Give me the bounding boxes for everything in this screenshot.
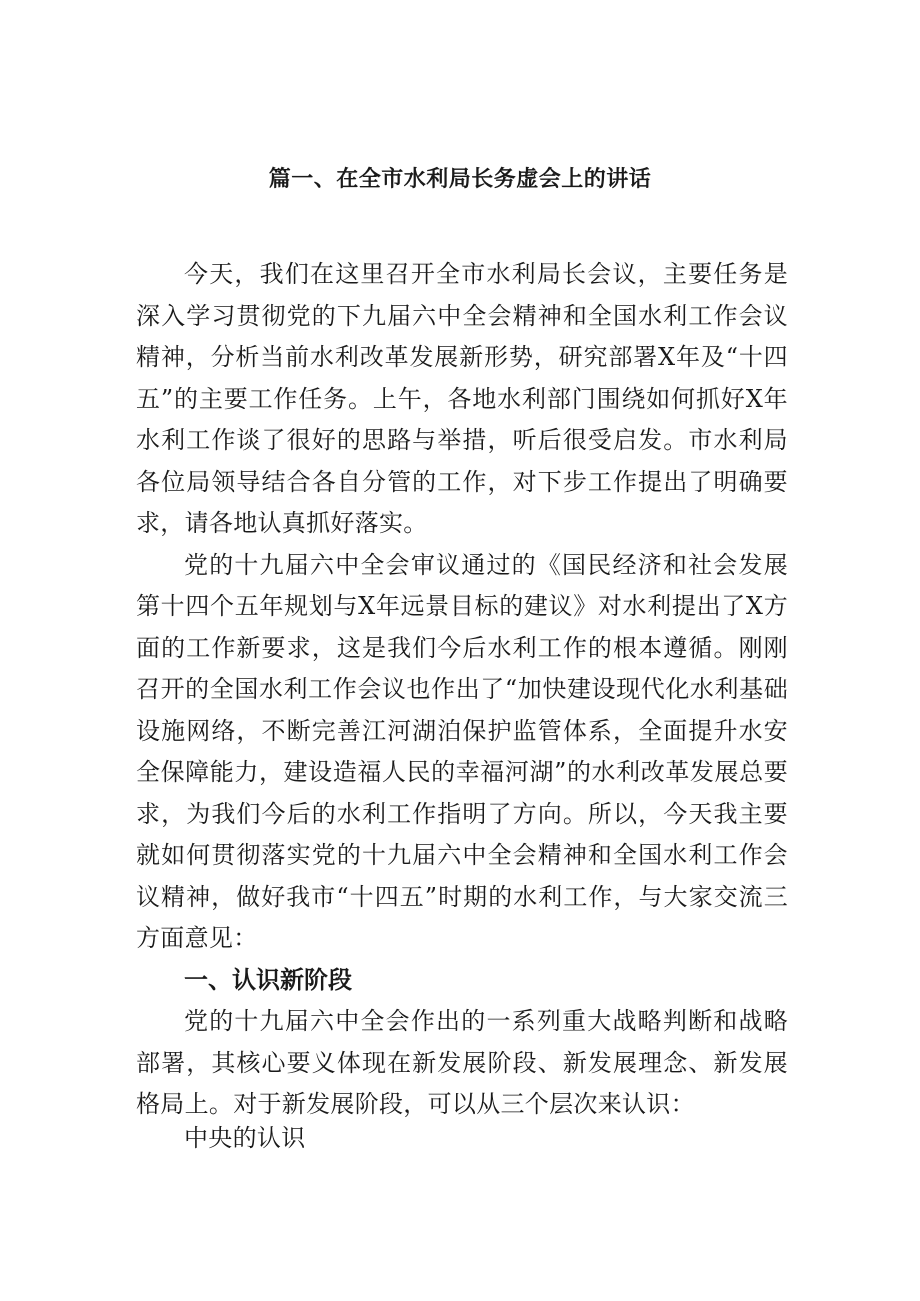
paragraph-requirements: 党的十九届六中全会审议通过的《国民经济和社会发展第十四个五年规划与X年远景目标的建议》对水利提出了X方面的工作新要求，这是我们今后水利工作的根本遵循。刚刚召开的全国水利工作会议也作出了“加快建设现代化水利基础设施网络，不断完善江河湖泊保护监管体系，全面提升水安全保障能力，建设造福人民的幸福河湖”的水利改革发展总要求，为我们今后的水利工作指明了方向。所以，今天我主要就如何贯彻落实党的十九届六中全会精神和全国水利工作会议精神，做好我市“十四五”时期的水利工作，与大家交流三方面意见： <box>136 550 788 952</box>
paragraph-opening: 今天，我们在这里召开全市水利局长会议，主要任务是深入学习贯彻党的下九届六中全会精神和全国水利工作会议精神，分析当前水利改革发展新形势，研究部署X年及“十四五”的主要工作任务。上午，各地水利部门围绕如何抓好X年水利工作谈了很好的思路与举措，听后很受启发。市水利局各位局领导结合各自分管的工作，对下步工作提出了明确要求，请各地认真抓好落实。 <box>136 260 788 537</box>
document-body <box>136 254 788 1126</box>
paragraph-section: 党的十九届六中全会作出的一系列重大战略判断和战略部署，其核心要义体现在新发展阶段、新发展理念、新发展格局上。对于新发展阶段，可以从三个层次来认识： <box>136 1007 788 1118</box>
section-heading: 一、认识新阶段 <box>184 965 352 994</box>
subheading: 中央的认识 <box>184 1124 306 1152</box>
document-title: 篇一、在全市水利局长务虚会上的讲话 <box>268 167 652 192</box>
